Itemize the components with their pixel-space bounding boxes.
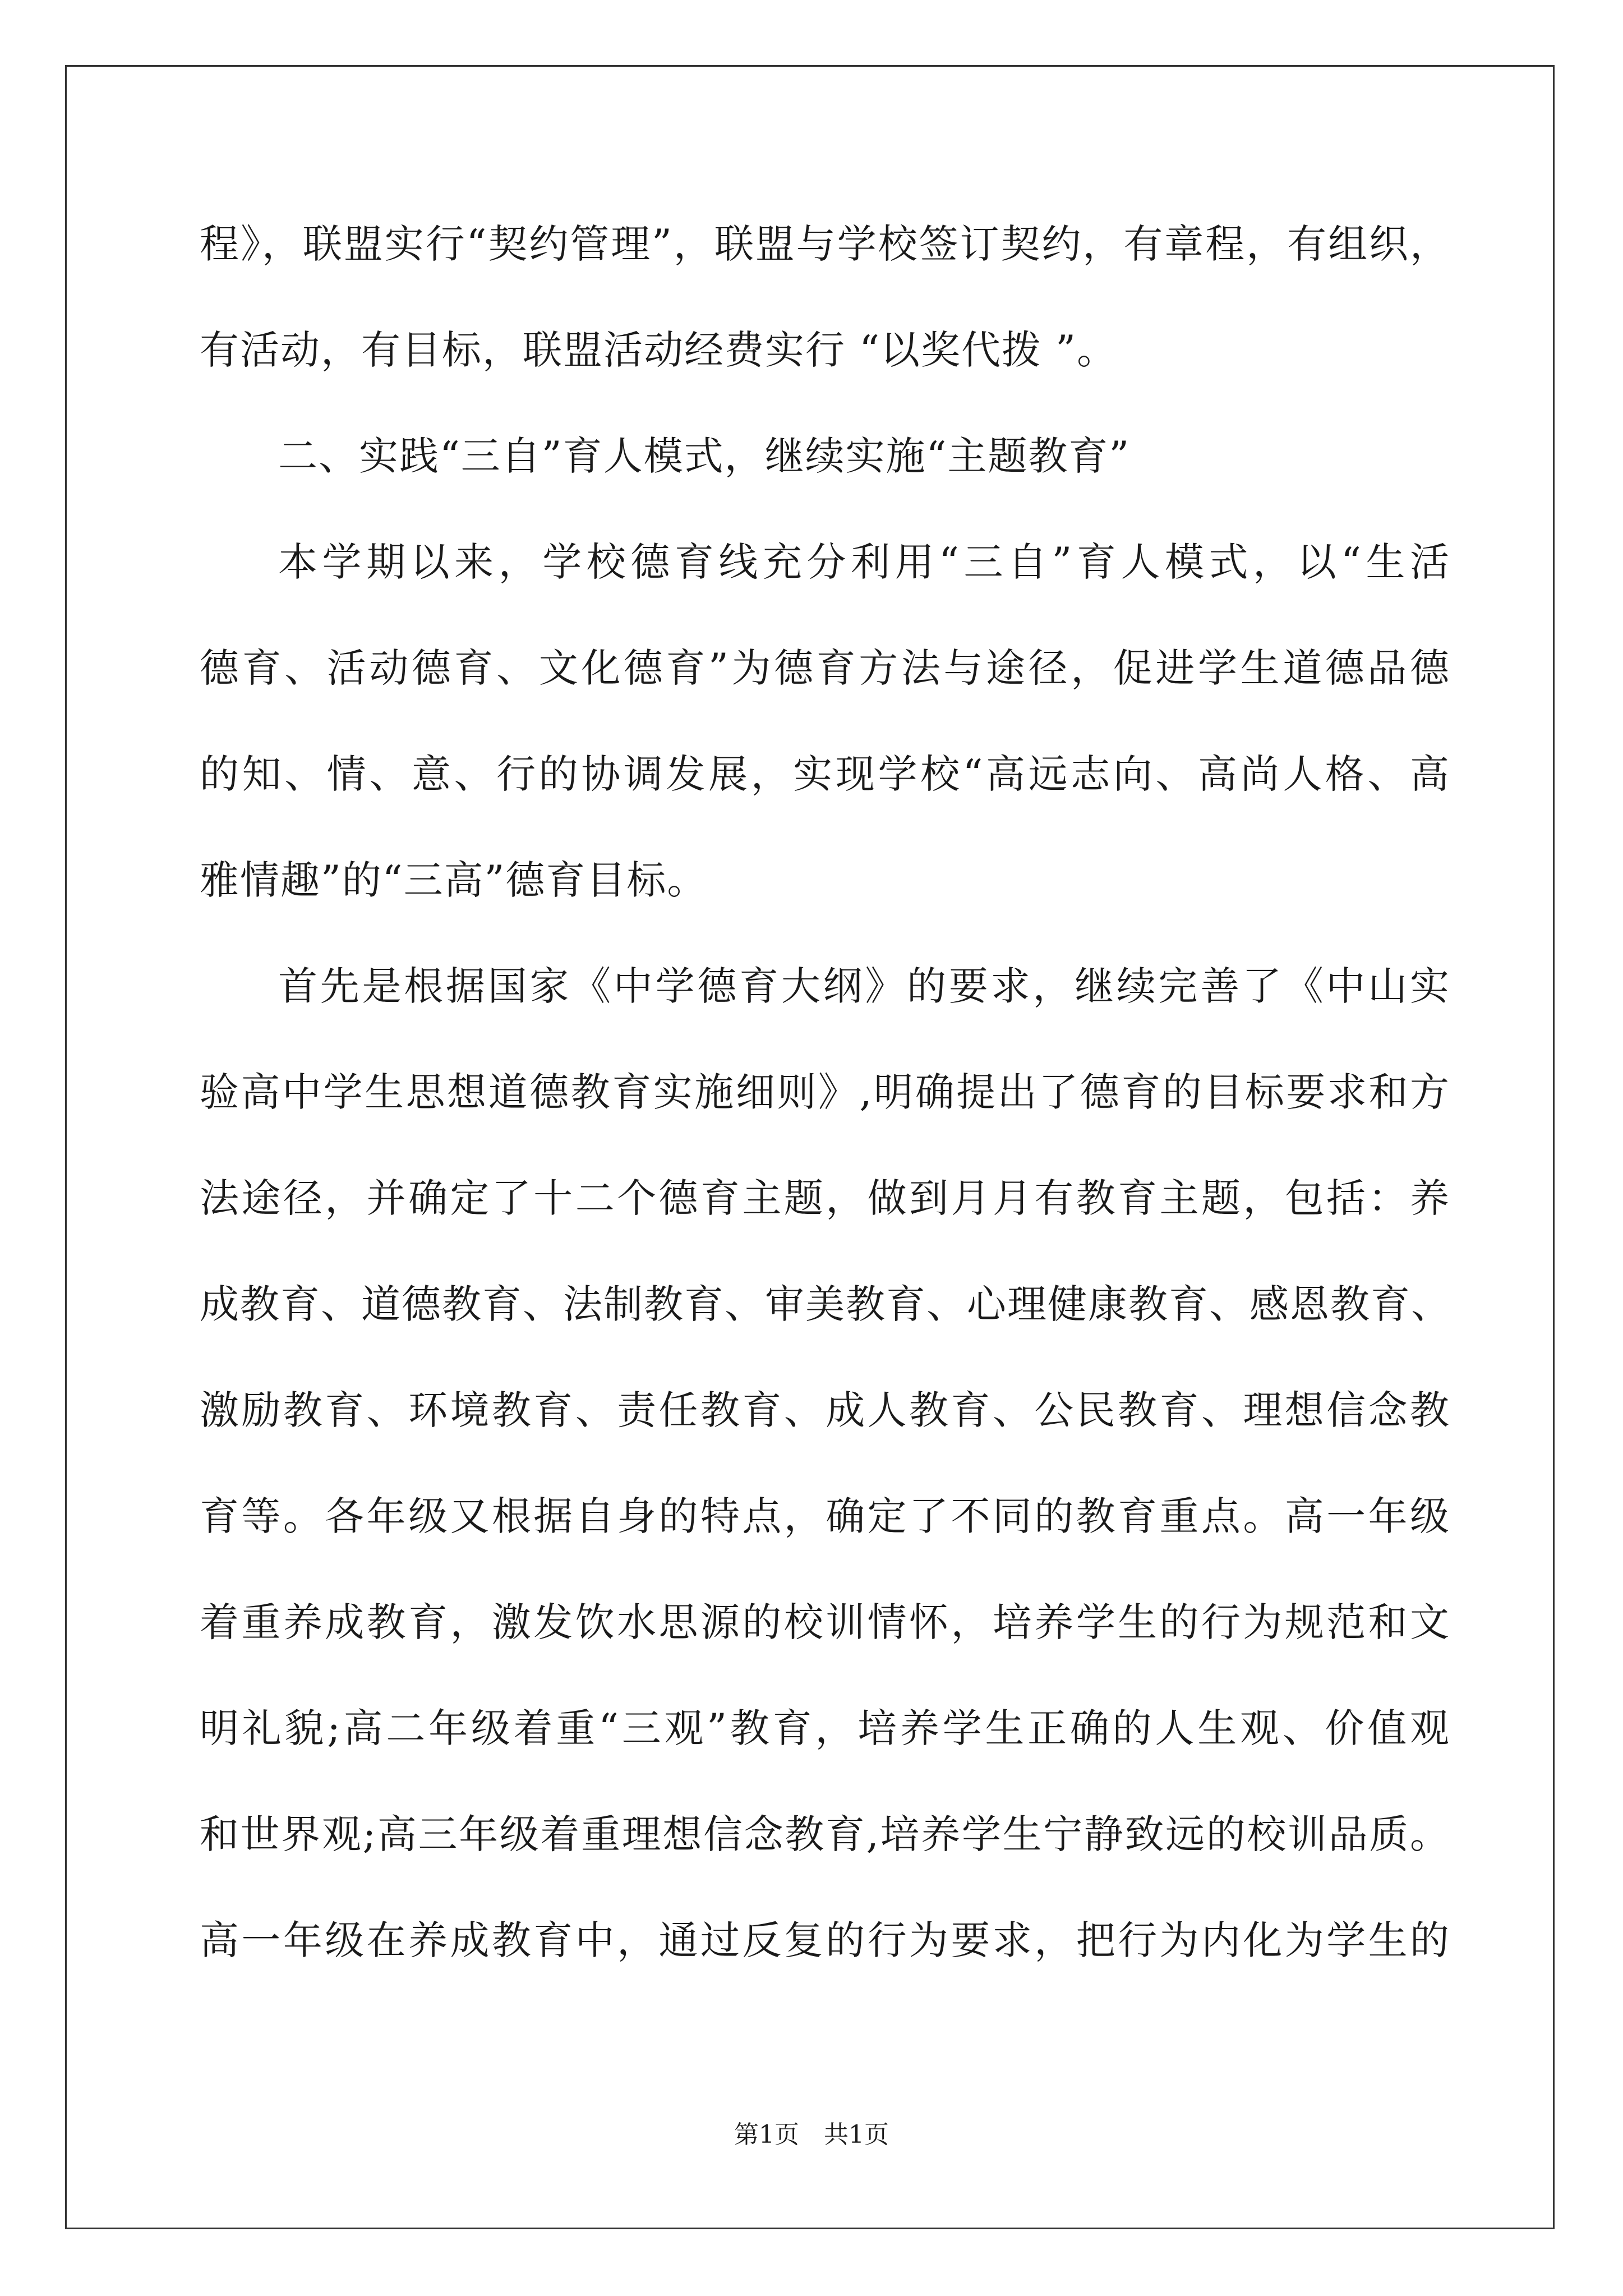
paragraph-line: 育等。各年级又根据自身的特点，确定了不同的教育重点。高一年级 bbox=[200, 1493, 1450, 1539]
page-total: 共1页 bbox=[824, 2120, 889, 2149]
paragraph-line: 着重养成教育，激发饮水思源的校训情怀，培养学生的行为规范和文 bbox=[200, 1599, 1450, 1645]
paragraph-line: 德育、活动德育、文化德育”为德育方法与途径，促进学生道德品德 bbox=[200, 645, 1450, 691]
paragraph-line: 法途径，并确定了十二个德育主题，做到月月有教育主题，包括：养 bbox=[200, 1175, 1450, 1221]
paragraph-line: 程》，联盟实行“契约管理”，联盟与学校签订契约，有章程，有组织， bbox=[200, 221, 1450, 267]
paragraph-line: 验高中学生思想道德教育实施细则》,明确提出了德育的目标要求和方 bbox=[200, 1069, 1450, 1115]
paragraph-line: 成教育、道德教育、法制教育、审美教育、心理健康教育、感恩教育、 bbox=[200, 1281, 1451, 1327]
paragraph-line: 有活动，有目标，联盟活动经费实行 “以奖代拨 ”。 bbox=[200, 327, 1118, 373]
paragraph-line: 高一年级在养成教育中，通过反复的行为要求，把行为内化为学生的 bbox=[200, 1917, 1450, 1963]
paragraph-line: 本学期以来，学校德育线充分利用“三自”育人模式，以“生活 bbox=[278, 539, 1450, 585]
section-heading: 二、实践“三自”育人模式，继续实施“主题教育” bbox=[278, 433, 1131, 479]
paragraph-line: 首先是根据国家《中学德育大纲》的要求，继续完善了《中山实 bbox=[278, 963, 1450, 1009]
page-footer bbox=[0, 2118, 1623, 2152]
paragraph-line: 的知、情、意、行的协调发展，实现学校“高远志向、高尚人格、高 bbox=[200, 751, 1450, 797]
paragraph-line: 激励教育、环境教育、责任教育、成人教育、公民教育、理想信念教 bbox=[200, 1387, 1450, 1433]
paragraph-line: 雅情趣”的“三高”德育目标。 bbox=[200, 857, 708, 903]
page-number: 第1页 bbox=[734, 2120, 799, 2149]
document-body bbox=[200, 213, 1450, 2016]
paragraph-line: 明礼貌;高二年级着重“三观”教育，培养学生正确的人生观、价值观 bbox=[200, 1705, 1450, 1751]
paragraph-line: 和世界观;高三年级着重理想信念教育,培养学生宁静致远的校训品质。 bbox=[200, 1811, 1450, 1857]
